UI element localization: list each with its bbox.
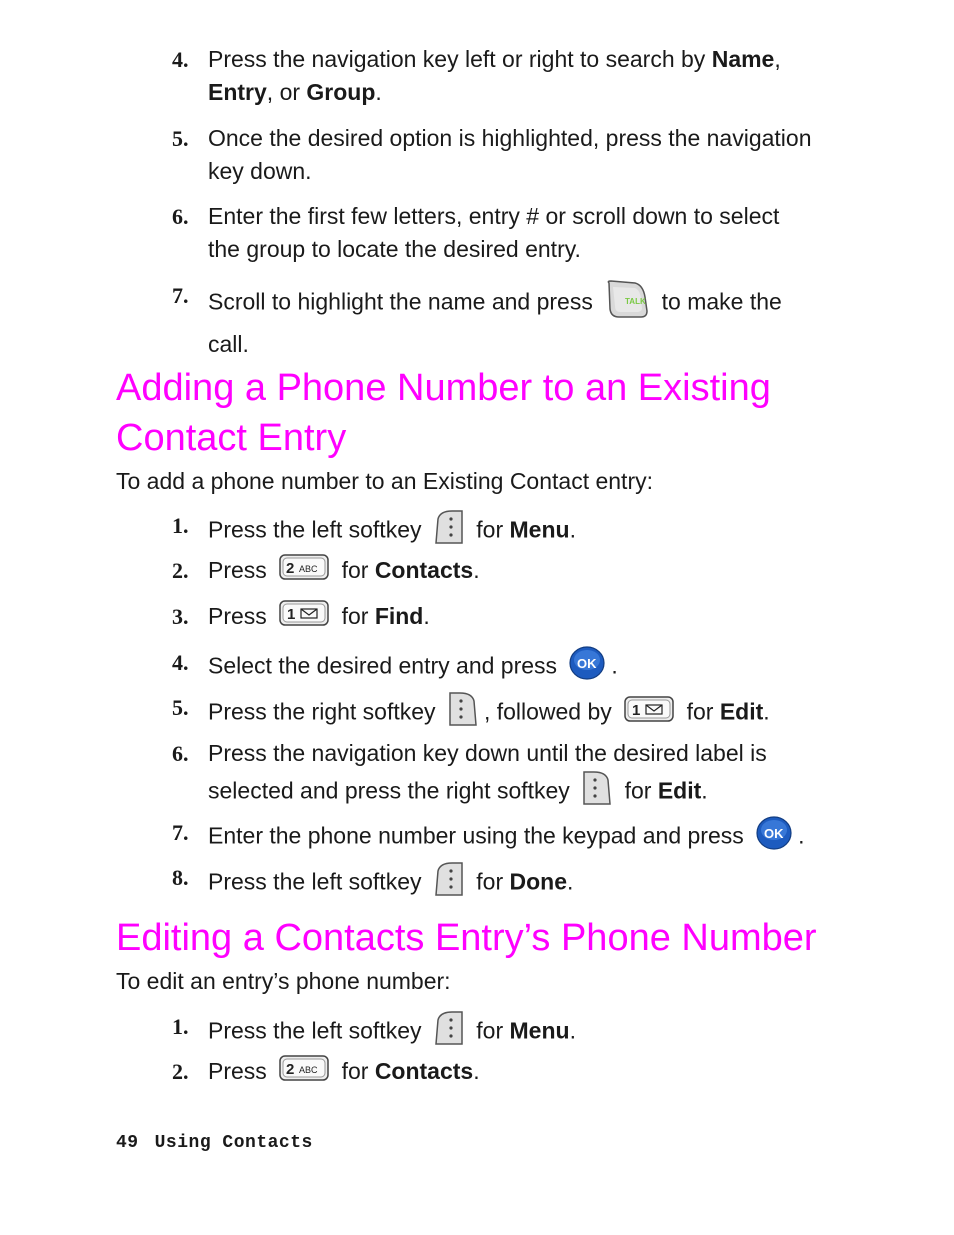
period: . [701, 777, 708, 804]
period: . [611, 652, 618, 679]
period: . [567, 868, 574, 895]
connector: for [335, 557, 375, 583]
add-step-6 [172, 737, 812, 815]
step-text: Press the navigation key down until the desired label is selected and press the right softkey [208, 740, 767, 804]
connector: for [680, 698, 720, 725]
left-softkey-icon [434, 861, 464, 906]
left-softkey-icon [434, 509, 464, 554]
step-text: Press [208, 557, 274, 583]
menu-label: Menu [509, 1017, 570, 1044]
edit-label: Edit [719, 698, 764, 725]
svg-text:1: 1 [287, 606, 296, 624]
ok-key-icon [569, 646, 605, 689]
svg-text:TALK: TALK [625, 297, 646, 306]
step-number: 6. [172, 741, 189, 766]
svg-text:OK: OK [764, 826, 784, 841]
step-text: Scroll to highlight the name and press [208, 288, 600, 315]
add-step-5 [172, 691, 812, 736]
period: . [763, 698, 770, 725]
step-5 [172, 122, 812, 188]
period: . [375, 79, 382, 105]
option-name: Name [711, 46, 775, 72]
add-step-4 [172, 646, 812, 689]
svg-text:2: 2 [286, 560, 295, 578]
contacts-label: Contacts [374, 1058, 474, 1084]
done-label: Done [509, 868, 567, 895]
ok-key-icon [756, 816, 792, 859]
period: . [569, 516, 576, 543]
period: . [423, 603, 430, 629]
step-number: 1. [172, 1014, 189, 1039]
period: . [473, 1058, 480, 1084]
step-text: Enter the first few letters, entry # or scroll down to select the group to locate the desired entry. [208, 203, 780, 262]
step-text: Press the left softkey [208, 1017, 428, 1044]
separator: , or [266, 79, 307, 105]
step-number: 3. [172, 604, 189, 629]
step-text: Press the left softkey [208, 516, 428, 543]
step-number: 4. [172, 47, 189, 72]
connector: , followed by [483, 698, 619, 725]
step-text: Enter the phone number using the keypad and press [208, 822, 751, 849]
edit-step-1 [172, 1010, 812, 1055]
svg-text:ABC: ABC [299, 564, 318, 575]
connector: for [469, 868, 510, 895]
option-group: Group [306, 79, 376, 105]
talk-key-icon [605, 279, 649, 328]
page-number: 49 [116, 1133, 139, 1153]
step-number: 5. [172, 695, 189, 720]
contacts-label: Contacts [374, 557, 474, 583]
step-text: Press the right softkey [208, 698, 442, 725]
add-step-2 [172, 554, 812, 589]
period: . [798, 822, 805, 849]
add-step-8 [172, 861, 812, 906]
page-footer [116, 1133, 329, 1153]
step-number: 4. [172, 650, 189, 675]
right-softkey-icon [582, 770, 612, 815]
step-text: Once the desired option is highlighted, press the navigation key down. [208, 125, 812, 184]
step-text: Press [208, 603, 274, 629]
section-heading-editing-phone-number: Editing a Contacts Entry’s Phone Number [116, 917, 817, 959]
right-softkey-icon [448, 691, 478, 736]
step-number: 5. [172, 126, 189, 151]
section-intro: To add a phone number to an Existing Contact entry: [116, 468, 653, 494]
add-step-1 [172, 509, 812, 554]
step-6 [172, 200, 812, 266]
step-text: Press the left softkey [208, 868, 428, 895]
period: . [473, 557, 480, 583]
svg-text:ABC: ABC [299, 1065, 318, 1076]
svg-text:2: 2 [286, 1061, 295, 1079]
step-number: 8. [172, 865, 189, 890]
step-number: 2. [172, 1059, 189, 1084]
step-text-tail: to make the call. [208, 288, 782, 357]
edit-label: Edit [657, 777, 702, 804]
option-entry: Entry [208, 79, 267, 105]
step-number: 2. [172, 558, 189, 583]
connector: for [335, 603, 375, 629]
svg-text:1: 1 [632, 702, 641, 719]
add-step-3 [172, 600, 812, 635]
step-text: Press the navigation key left or right to search by [208, 46, 712, 72]
left-softkey-icon [434, 1010, 464, 1055]
step-number: 7. [172, 283, 189, 308]
key-2-abc-icon [279, 554, 329, 589]
connector: for [618, 777, 658, 804]
step-number: 1. [172, 513, 189, 538]
connector: for [469, 1017, 510, 1044]
find-label: Find [374, 603, 424, 629]
key-2-abc-icon [279, 1055, 329, 1090]
separator: , [774, 46, 781, 72]
key-1-voicemail-icon [279, 600, 329, 635]
svg-text:OK: OK [577, 656, 597, 671]
step-7 [172, 279, 812, 361]
period: . [569, 1017, 576, 1044]
section-intro: To edit an entry’s phone number: [116, 968, 451, 994]
step-4 [172, 43, 812, 109]
edit-step-2 [172, 1055, 812, 1090]
connector: for [469, 516, 510, 543]
section-name: Using Contacts [154, 1133, 313, 1153]
connector: for [335, 1058, 375, 1084]
key-1-voicemail-icon [624, 696, 674, 731]
step-text: Select the desired entry and press [208, 652, 564, 679]
menu-label: Menu [509, 516, 570, 543]
step-number: 6. [172, 204, 189, 229]
step-text: Press [208, 1058, 274, 1084]
section-heading-adding-phone-number: Adding a Phone Number to an Existing Contact Entry [116, 367, 771, 459]
step-number: 7. [172, 820, 189, 845]
add-step-7 [172, 816, 812, 859]
